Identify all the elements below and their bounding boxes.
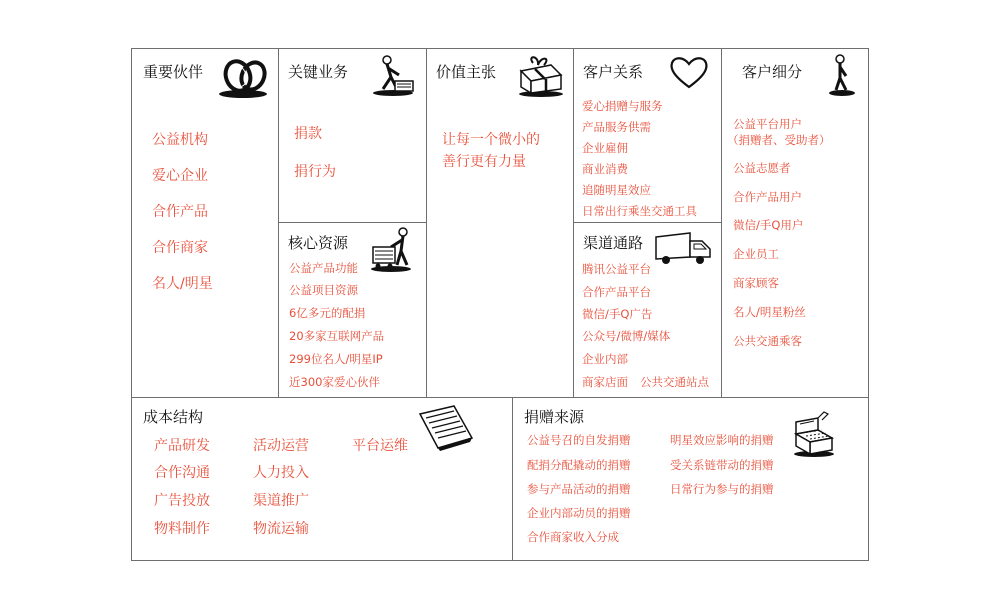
list-item: 平台运维 (352, 438, 408, 454)
list-item: 20多家互联网产品 (289, 329, 385, 343)
list-item: 活动运营 (253, 438, 309, 454)
key-activities-title: 关键业务 (288, 63, 349, 81)
revenue-streams-block (512, 397, 869, 561)
list-item: 商家顾客 (733, 276, 779, 290)
value-proposition-block (426, 48, 574, 398)
list-item: 公益机构 (152, 132, 208, 148)
list-item: 日常出行乘坐交通工具 (582, 204, 697, 218)
list-item: 产品服务供需 (582, 120, 651, 134)
key-partners-block (131, 48, 279, 398)
channels-title: 渠道通路 (583, 234, 644, 252)
list-item: 明星效应影响的捐赠 (670, 433, 774, 447)
value-proposition-title: 价值主张 (436, 63, 497, 81)
key-partners-title: 重要伙伴 (143, 63, 204, 81)
list-item: 公益平台用户 (733, 117, 802, 131)
list-item: 合作产品用户 (733, 190, 802, 204)
customer-segments-title: 客户细分 (742, 63, 803, 81)
list-item: 广告投放 (154, 493, 210, 509)
list-item: 合作商家收入分成 (527, 530, 619, 544)
list-item: 微信/手Q广告 (582, 307, 653, 321)
list-item: 合作沟通 (154, 465, 210, 481)
list-item: 爱心企业 (152, 168, 208, 184)
list-item: 公益号召的自发捐赠 (527, 433, 631, 447)
list-item: 合作产品 (152, 204, 208, 220)
list-item: 合作产品平台 (582, 285, 651, 299)
customer-segments-block (721, 48, 869, 398)
list-item: 公共交通站点 (640, 375, 709, 389)
truck-icon (654, 231, 712, 267)
list-item: 物流运输 (253, 521, 309, 537)
list-item: 商业消费 (582, 162, 628, 176)
cash-register-icon (788, 408, 838, 458)
list-item: 名人/明星粉丝 (733, 305, 806, 319)
cost-structure-block (131, 397, 513, 561)
list-item: 爱心捐赠与服务 (582, 99, 663, 113)
list-item: 渠道推广 (253, 493, 309, 509)
revenue-streams-title: 捐赠来源 (524, 408, 585, 426)
list-item: 公益志愿者 (733, 161, 791, 175)
list-item: 企业内部 (582, 352, 628, 366)
list-item: 合作商家 (152, 240, 208, 256)
list-item: 商家店面 (582, 375, 628, 389)
list-item: 企业内部动员的捐赠 (527, 506, 631, 520)
list-item: 配捐分配撬动的捐赠 (527, 458, 631, 472)
list-item: 产品研发 (154, 438, 210, 454)
key-resources-title: 核心资源 (288, 234, 349, 252)
key-activities-block (278, 48, 427, 223)
list-item: 物料制作 (154, 521, 210, 537)
list-item: 299位名人/明星IP (289, 352, 383, 366)
value-line: 让每一个微小的 (442, 132, 540, 148)
channels-block (573, 222, 722, 398)
person-icon (826, 52, 860, 98)
heart-icon (668, 54, 710, 90)
invoice-icon (414, 404, 478, 452)
key-resources-block (278, 222, 427, 398)
list-item: 受关系链带动的捐赠 (670, 458, 774, 472)
value-proposition-text (442, 129, 540, 173)
customer-relationships-title: 客户关系 (583, 63, 644, 81)
list-item: 公共交通乘客 (733, 334, 802, 348)
list-item: 企业员工 (733, 247, 779, 261)
list-item: 6亿多元的配捐 (289, 306, 366, 320)
list-item: （捐赠者、受助者） (727, 133, 831, 147)
chain-link-icon (216, 54, 274, 100)
list-item: 捐行为 (294, 164, 336, 180)
list-item: 微信/手Q用户 (733, 218, 804, 232)
list-item: 公益产品功能 (289, 261, 358, 275)
list-item: 日常行为参与的捐赠 (670, 482, 774, 496)
list-item: 公益项目资源 (289, 283, 358, 297)
list-item: 公众号/微博/媒体 (582, 329, 671, 343)
list-item: 腾讯公益平台 (582, 262, 651, 276)
customer-relationships-block (573, 48, 722, 223)
list-item: 近300家爱心伙伴 (289, 375, 380, 389)
cost-structure-title: 成本结构 (143, 408, 204, 426)
list-item: 参与产品活动的捐赠 (527, 482, 631, 496)
worker-cart-icon (369, 225, 419, 273)
worker-icon (367, 53, 417, 97)
list-item: 企业雇佣 (582, 141, 628, 155)
list-item: 捐款 (294, 126, 322, 142)
list-item: 名人/明星 (152, 276, 213, 292)
list-item: 人力投入 (253, 465, 309, 481)
gift-box-icon (511, 53, 567, 99)
list-item: 追随明星效应 (582, 183, 651, 197)
value-line: 善行更有力量 (442, 154, 526, 170)
